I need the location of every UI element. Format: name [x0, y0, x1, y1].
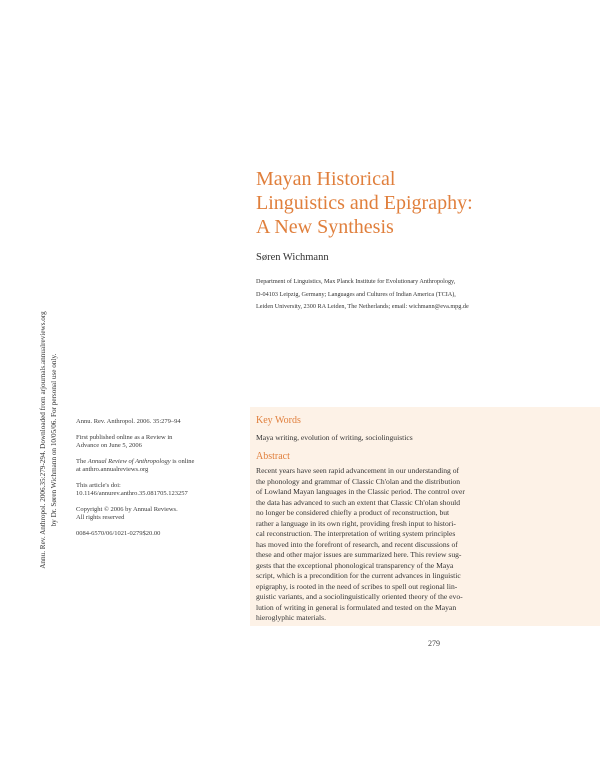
download-note [38, 230, 59, 650]
doi-value: 10.1146/annurev.anthro.35.081705.123257 [76, 490, 188, 497]
online-suffix: is online [170, 457, 195, 465]
abstract-line: the data has advanced to such an extent that Classic Ch'olan should [256, 497, 461, 507]
abstract-line: rather a language in its own right, providing fresh input to histori- [256, 518, 456, 528]
affiliation-line: D-04103 Leipzig, Germany; Languages and Cultures of Indian America (TCIA), [256, 290, 456, 298]
author-affiliation [256, 276, 566, 314]
key-words-heading: Key Words [256, 415, 301, 426]
abstract-line: these and other major issues are summarized here. This review sug- [256, 550, 462, 559]
first-published-line: Advance on June 5, 2006 [76, 442, 142, 449]
abstract-body [256, 466, 546, 624]
journal-name: Annual Review of Anthropology [87, 457, 171, 465]
abstract-line: lution of writing in general is formulated and tested on the Mayan [256, 602, 457, 612]
abstract-heading: Abstract [256, 451, 290, 462]
issn: 0084-6570/06/1021-0279$20.00 [76, 529, 161, 537]
journal-website: at anthro.annualreviews.org [76, 466, 149, 473]
abstract-line: epigraphy, is rooted in the need of scribes to spell out regional lin- [256, 581, 458, 591]
abstract-line: Recent years have seen rapid advancement in our understanding of [256, 466, 460, 475]
first-published-line: First published online as a Review in [76, 433, 173, 441]
article-metadata [76, 418, 251, 545]
abstract-line: gests that the exceptional phonological transparency of the Maya [256, 560, 454, 570]
abstract-line: has moved into the forefront of research, and recent discussions of [256, 539, 458, 549]
abstract-line: of Lowland Mayan languages in the Classic period. The control over [256, 487, 465, 496]
doi-label: This article's doi: [76, 481, 121, 489]
download-note-line-2: by Dr. Søren Wichmann on 10/05/06. For personal use only. [49, 353, 58, 527]
title-line-2: Linguistics and Epigraphy: [256, 192, 473, 214]
abstract-line: hieroglyphic materials. [256, 613, 327, 622]
abstract-line: no longer be considered chiefly a product of reconstruction, but [256, 508, 450, 517]
online-availability [76, 458, 251, 467]
abstract-line: cal reconstruction. The interpretation of writing system principles [256, 529, 456, 538]
title-line-3: A New Synthesis [256, 216, 394, 238]
download-note-line-1: Annu. Rev. Anthropol. 2006.35:279-294. Downloaded from arjournals.annualreviews.org [39, 311, 47, 569]
online-prefix: The [76, 457, 88, 465]
abstract-line: script, which is a precondition for the current advances in linguistic [256, 571, 461, 580]
abstract-line: the phonology and grammar of Classic Ch'olan and the distribution [256, 476, 461, 486]
page-number: 279 [428, 639, 440, 648]
citation: Annu. Rev. Anthropol. 2006. 35:279–94 [76, 418, 181, 425]
title-line-1: Mayan Historical [256, 168, 396, 190]
key-words: Maya writing, evolution of writing, sociolinguistics [256, 433, 413, 442]
rights-line: All rights reserved [76, 514, 125, 521]
copyright-line: Copyright © 2006 by Annual Reviews. [76, 505, 178, 513]
author-name: Søren Wichmann [256, 252, 329, 263]
abstract-line: guistic variants, and a sociolinguistically oriented theory of the evo- [256, 592, 463, 601]
article-title [256, 167, 556, 239]
affiliation-line: Leiden University, 2300 RA Leiden, The Netherlands; email: wichmann@eva.mpg.de [256, 303, 469, 310]
affiliation-line: Department of Linguistics, Max Planck Institute for Evolutionary Anthropology, [256, 278, 456, 285]
